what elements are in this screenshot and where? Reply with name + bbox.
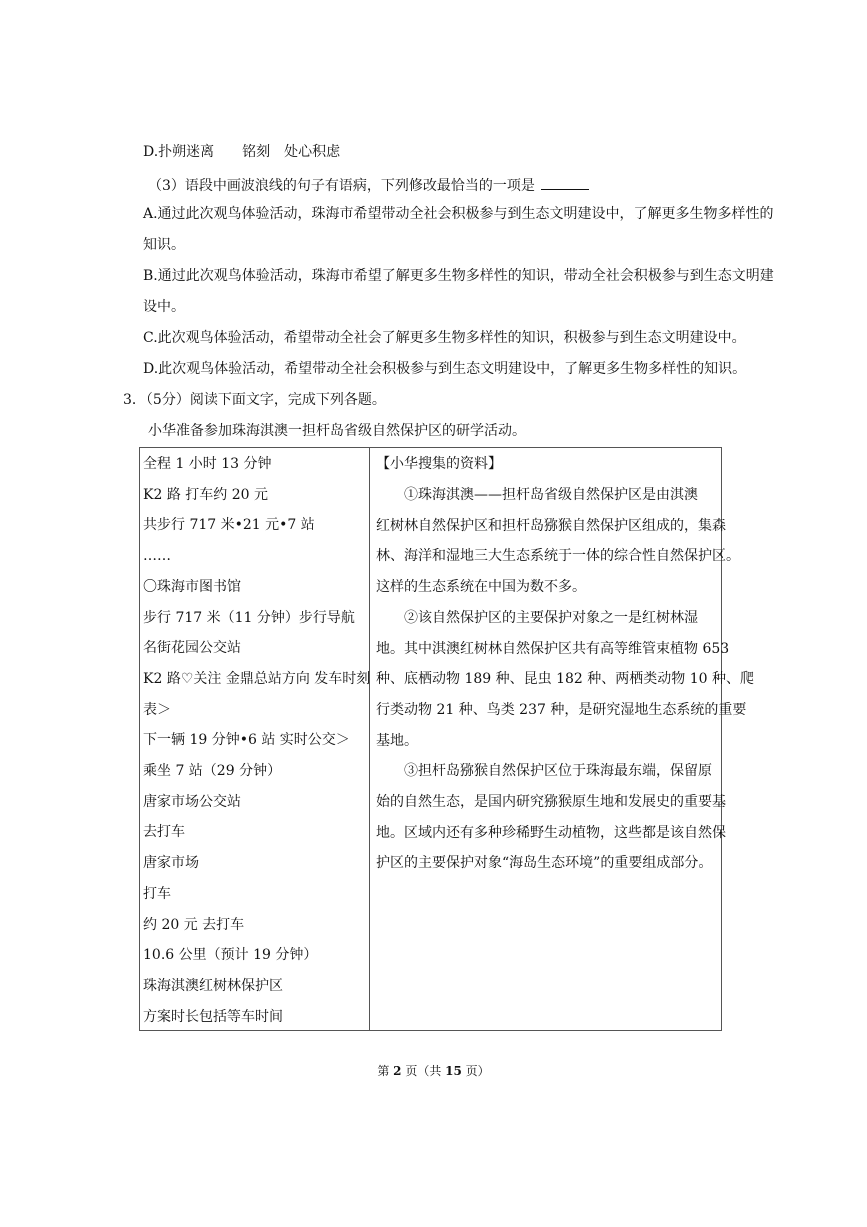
route-line: 下一辆 19 分钟•6 站 实时公交＞: [143, 732, 350, 749]
materials-line: ②该自然保护区的主要保护对象之一是红树林湿: [404, 609, 698, 626]
route-line: 唐家市场公交站: [143, 793, 241, 810]
materials-line: ③担杆岛猕猴自然保护区位于珠海最东端，保留原: [404, 763, 712, 780]
materials-title: 【小华搜集的资料】: [376, 456, 502, 472]
route-line: K2 路 打车约 20 元: [143, 486, 268, 503]
materials-line: 护区的主要保护对象“海岛生态环境”的重要组成部分。: [376, 855, 713, 872]
route-line: 打车: [143, 885, 171, 902]
route-line: ……: [143, 548, 171, 565]
footer-total-pages: 15: [445, 1064, 462, 1078]
option-a-line1: A.通过此次观鸟体验活动，珠海市希望带动全社会积极参与到生态文明建设中，了解更多生物多样性的: [143, 206, 774, 222]
option-d-previous: D.扑朔迷离 铭刻 处心积虑: [143, 144, 341, 160]
route-line: 约 20 元 去打车: [143, 916, 245, 933]
route-line: 表＞: [143, 701, 171, 718]
materials-line: 地。其中淇澳红树林自然保护区共有高等维管束植物 653: [376, 640, 730, 657]
footer-prefix: 第: [377, 1064, 394, 1078]
option-b-line1: B.通过此次观鸟体验活动，珠海市希望了解更多生物多样性的知识，带动全社会积极参与到生态文明建: [143, 268, 774, 284]
materials-line: 行类动物 21 种、鸟类 237 种，是研究湿地生态系统的重要: [376, 701, 747, 718]
route-line: 步行 717 米（11 分钟）步行导航: [143, 609, 355, 626]
page-footer: [0, 1062, 867, 1080]
route-line: 乘坐 7 站（29 分钟）: [143, 763, 282, 779]
route-line: 10.6 公里（预计 19 分钟）: [143, 947, 318, 964]
materials-line: ①珠海淇澳——担杆岛省级自然保护区是由淇澳: [404, 487, 698, 503]
footer-mid: 页（共: [401, 1064, 446, 1078]
materials-line: 种、底栖动物 189 种、昆虫 182 种、两栖类动物 10 种、爬: [376, 671, 754, 688]
footer-page-number: 2: [393, 1064, 402, 1078]
route-line: 珠海淇澳红树林保护区: [143, 977, 283, 994]
sub-question-3-text: （3）语段中画波浪线的句子有语病，下列修改最恰当的一项是: [148, 178, 535, 194]
route-line: 全程 1 小时 13 分钟: [143, 456, 272, 472]
table-column-divider: [369, 447, 370, 1031]
route-line: 共步行 717 米•21 元•7 站: [143, 517, 315, 534]
route-line: 方案时长包括等车时间: [143, 1008, 283, 1025]
question-3-header: 3．（5分）阅读下面文字，完成下列各题。: [123, 392, 386, 408]
route-line: K2 路♡关注 金鼎总站方向 发车时刻: [143, 670, 371, 687]
answer-blank: [541, 175, 589, 190]
materials-line: 这样的生态系统在中国为数不多。: [376, 579, 586, 596]
route-line: 去打车: [143, 824, 185, 841]
route-line: 唐家市场: [143, 855, 199, 872]
materials-line: 地。区域内还有多种珍稀野生动植物，这些都是该自然保: [376, 824, 726, 841]
materials-line: 红树林自然保护区和担杆岛猕猴自然保护区组成的，集森: [376, 517, 726, 534]
question-3-intro: 小华准备参加珠海淇澳一担杆岛省级自然保护区的研学活动。: [148, 423, 526, 439]
option-b-line2: 设中。: [143, 299, 185, 315]
route-line: 名街花园公交站: [143, 640, 241, 657]
sub-question-3: [148, 175, 589, 196]
materials-line: 基地。: [376, 732, 418, 749]
materials-line: 始的自然生态，是国内研究猕猴原生地和发展史的重要基: [376, 794, 726, 810]
route-line: 〇珠海市图书馆: [143, 578, 241, 595]
materials-line: 林、海洋和湿地三大生态系统于一体的综合性自然保护区。: [376, 548, 740, 565]
footer-suffix: 页）: [461, 1064, 490, 1078]
option-a-line2: 知识。: [143, 237, 185, 253]
option-c: C.此次观鸟体验活动，希望带动全社会了解更多生物多样性的知识，积极参与到生态文明建设中。: [143, 330, 746, 346]
option-d: D.此次观鸟体验活动，希望带动全社会积极参与到生态文明建设中，了解更多生物多样性的知识。: [143, 361, 747, 377]
